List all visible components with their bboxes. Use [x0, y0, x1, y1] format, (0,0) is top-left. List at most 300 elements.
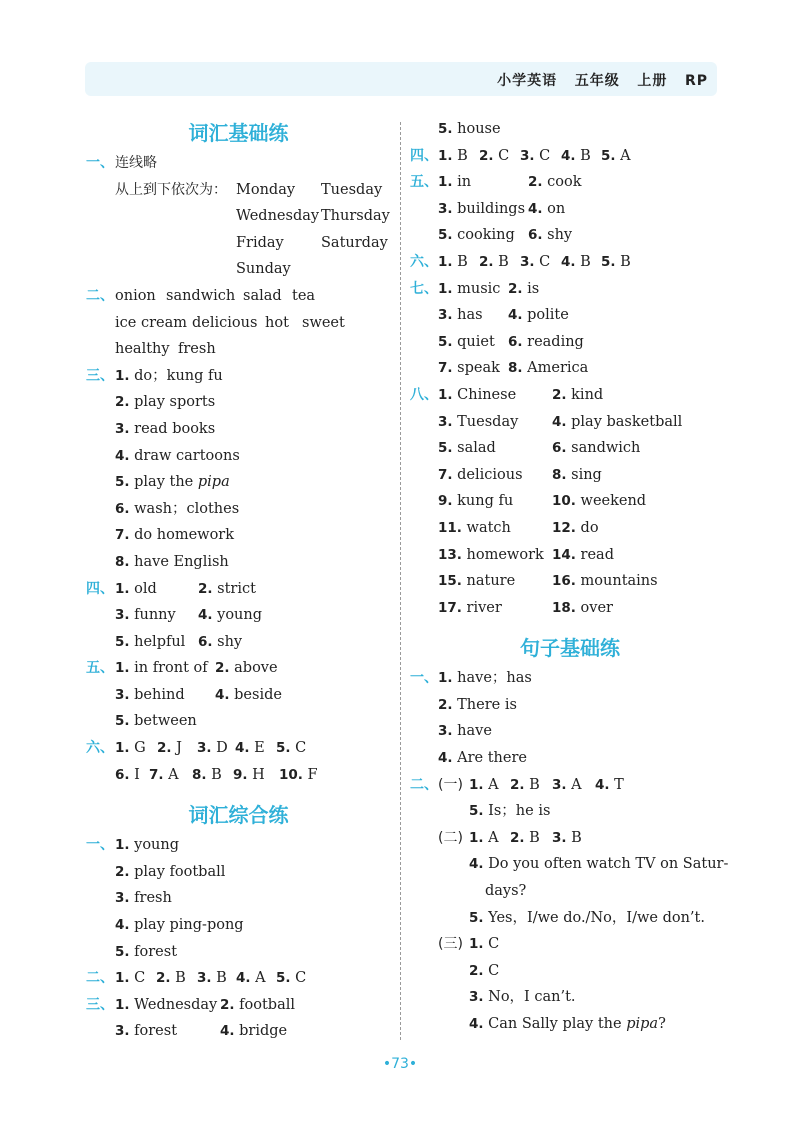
answer-word: beside — [234, 686, 282, 703]
item-number: 3. — [469, 989, 484, 1006]
item-number: 5. — [469, 803, 484, 820]
item-number: 12. — [552, 519, 576, 536]
answer-row — [86, 549, 391, 576]
answer-word: forest — [134, 1023, 178, 1040]
answer-word: Can Sally play the — [488, 1016, 627, 1032]
answer-row — [410, 692, 730, 719]
item-number: 4. — [561, 147, 576, 164]
answer-word: B — [211, 766, 222, 783]
answer-word: on — [547, 200, 566, 217]
answer-word: C — [295, 740, 307, 757]
answer-word: Do you often watch TV on Satur- — [488, 856, 729, 873]
left-column — [86, 116, 391, 1045]
answer-row — [86, 708, 391, 735]
answer-row — [410, 772, 730, 799]
answer-word: cooking — [457, 227, 515, 244]
item-number: 5. — [601, 147, 616, 164]
answer-word: river — [466, 599, 502, 616]
answer-word: B — [580, 253, 591, 270]
answer-word: kind — [571, 386, 604, 403]
answer-row — [410, 409, 730, 436]
answer-word: do — [580, 519, 599, 536]
header-volume: 上册 — [637, 73, 668, 89]
answer-word: in — [457, 174, 472, 191]
item-number: 4. — [236, 970, 251, 987]
answer-row — [410, 718, 730, 745]
answer-row — [86, 496, 391, 523]
answer-word: C — [488, 962, 500, 979]
answer-row — [410, 355, 730, 382]
item-number: 5. — [115, 474, 130, 491]
answer-word: do；kung fu — [134, 367, 223, 384]
item-number: 13. — [438, 546, 462, 563]
answer-row — [410, 665, 730, 692]
answer-word: football — [239, 996, 295, 1013]
item-number: 17. — [438, 599, 462, 616]
item-number: 10. — [552, 493, 576, 510]
answer-row — [410, 542, 730, 569]
item-number: 5. — [276, 740, 291, 757]
answer-word: nature — [466, 573, 516, 590]
part-marker: 一、 — [86, 837, 114, 854]
answer-word: hot — [265, 314, 289, 331]
item-number: 6. — [115, 766, 130, 783]
answer-word: I — [134, 766, 140, 783]
sub-part-marker: (一) — [438, 776, 463, 793]
item-number: 4. — [469, 856, 484, 873]
answer-row — [410, 222, 730, 249]
item-number: 3. — [115, 890, 130, 907]
answer-word-italic: pipa — [197, 474, 230, 491]
item-number: 4. — [552, 413, 567, 430]
part-marker: 四、 — [86, 580, 114, 597]
answer-row — [86, 177, 391, 204]
item-number: 1. — [115, 660, 130, 677]
item-number: 8. — [552, 466, 567, 483]
item-number: 3. — [520, 147, 535, 164]
answer-row — [410, 931, 730, 958]
answer-row — [86, 469, 391, 496]
item-number: 1. — [115, 996, 130, 1013]
answer-row — [410, 745, 730, 772]
part-marker: 五、 — [410, 174, 438, 191]
item-number: 1. — [438, 253, 453, 270]
answer-word: reading — [527, 333, 584, 350]
answer-word: A — [255, 970, 266, 987]
answer-word: have；has — [457, 670, 532, 687]
answer-word: B — [580, 147, 591, 164]
answer-word: funny — [134, 607, 176, 624]
answer-word: B — [216, 970, 227, 987]
answer-word: Sunday — [236, 261, 291, 278]
item-number: 4. — [528, 200, 543, 217]
answer-word: B — [498, 253, 509, 270]
answer-word: draw cartoons — [134, 447, 240, 464]
answer-word: T — [614, 776, 624, 793]
answer-text: 连线略 — [115, 155, 157, 171]
item-number: 3. — [438, 723, 453, 740]
section-title: 句子基础练 — [520, 636, 620, 661]
answer-row — [410, 435, 730, 462]
answer-word: B — [529, 776, 540, 793]
answer-row — [86, 256, 391, 283]
answer-word: have — [457, 723, 492, 740]
answer-word: over — [580, 599, 613, 616]
answer-row — [86, 230, 391, 257]
answer-word: B — [529, 829, 540, 846]
item-number: 5. — [438, 440, 453, 457]
item-number: 3. — [520, 253, 535, 270]
item-number: 1. — [438, 280, 453, 297]
item-number: 5. — [469, 909, 484, 926]
item-number: 16. — [552, 573, 576, 590]
page-number: •73• — [382, 1056, 418, 1072]
answer-word: do homework — [134, 527, 235, 544]
answer-row — [86, 965, 391, 992]
answer-row — [86, 310, 391, 337]
answer-word: Friday — [236, 234, 284, 251]
item-number: 6. — [115, 500, 130, 517]
answer-word: Tuesday — [321, 181, 383, 198]
item-number: 2. — [438, 696, 453, 713]
item-number: 6. — [198, 633, 213, 650]
answer-row — [86, 443, 391, 470]
item-number: 5. — [438, 227, 453, 244]
header-edition: RP — [684, 73, 708, 89]
answer-row — [86, 389, 391, 416]
item-number: 2. — [528, 174, 543, 191]
answer-row — [86, 522, 391, 549]
part-marker: 三、 — [86, 996, 114, 1013]
answer-word: mountains — [580, 573, 658, 590]
item-number: 3. — [197, 970, 212, 987]
sub-part-marker: (三) — [438, 936, 463, 953]
answer-row — [86, 939, 391, 966]
answer-word: tea — [292, 287, 316, 304]
answer-word: has — [457, 307, 483, 324]
answer-word: delicious — [192, 314, 258, 331]
section-title: 词汇基础练 — [188, 121, 289, 145]
answer-word: There is — [457, 696, 517, 713]
answer-word: shy — [217, 633, 243, 650]
item-number: 14. — [552, 546, 576, 563]
answer-word: Wednesday — [236, 208, 320, 225]
item-number: 2. — [510, 776, 525, 793]
answer-row — [410, 958, 730, 985]
answer-word: behind — [134, 686, 185, 703]
item-number: 1. — [438, 670, 453, 687]
answer-word: Are there — [457, 750, 527, 767]
item-number: 2. — [552, 386, 567, 403]
answer-word: in front of — [134, 660, 208, 677]
answer-row — [86, 832, 391, 859]
answer-row — [410, 568, 730, 595]
answer-word: forest — [134, 943, 178, 960]
answer-row — [410, 196, 730, 223]
answer-word: days? — [485, 883, 527, 900]
answer-word: homework — [466, 546, 544, 563]
answer-word: sandwich — [571, 440, 641, 457]
item-number: 2. — [479, 253, 494, 270]
item-number: 1. — [469, 829, 484, 846]
item-number: 8. — [115, 553, 130, 570]
item-number: 7. — [438, 360, 453, 377]
item-number: 2. — [157, 740, 172, 757]
answer-word: A — [488, 829, 499, 846]
item-number: 4. — [438, 750, 453, 767]
answer-word: A — [168, 766, 179, 783]
part-marker: 二、 — [86, 287, 114, 304]
answer-word: ? — [658, 1016, 666, 1032]
item-number: 6. — [552, 440, 567, 457]
answer-word: quiet — [457, 333, 495, 350]
answer-word: B — [571, 829, 582, 846]
answer-word: C — [539, 147, 551, 164]
part-marker: 一、 — [410, 670, 438, 687]
item-number: 4. — [115, 917, 130, 934]
column-divider — [400, 122, 401, 1040]
part-marker: 六、 — [410, 253, 438, 270]
answer-row — [410, 143, 730, 170]
answer-word: C — [134, 970, 146, 987]
answer-row — [86, 1018, 391, 1045]
part-marker: 五、 — [86, 660, 114, 677]
answer-word: Wednesday — [134, 996, 218, 1013]
item-number: 4. — [198, 607, 213, 624]
answer-word: onion — [115, 287, 156, 304]
right-column — [410, 116, 730, 1038]
answer-word: above — [234, 660, 278, 677]
item-number: 1. — [438, 174, 453, 191]
answer-row — [86, 283, 391, 310]
item-number: 7. — [115, 527, 130, 544]
answer-word: G — [134, 740, 146, 757]
answer-row — [410, 878, 730, 905]
answer-word: Monday — [236, 181, 296, 198]
answer-word: weekend — [580, 493, 647, 510]
answer-word: Is；he is — [488, 803, 551, 820]
answer-row — [86, 602, 391, 629]
item-number: 2. — [215, 660, 230, 677]
answer-row — [410, 825, 730, 852]
answer-row — [410, 249, 730, 276]
item-number: 2. — [508, 280, 523, 297]
item-number: 1. — [115, 740, 130, 757]
answer-row — [410, 515, 730, 542]
answer-word: B — [457, 147, 468, 164]
answer-word: healthy — [115, 341, 170, 358]
item-number: 4. — [469, 1016, 484, 1032]
answer-word: Saturday — [321, 234, 388, 251]
item-number: 1. — [469, 936, 484, 953]
header-subject: 小学英语 — [497, 73, 558, 89]
answer-word: young — [134, 837, 180, 854]
item-number: 3. — [438, 413, 453, 430]
answer-word: No，I can’t. — [488, 989, 576, 1006]
answer-word: C — [295, 970, 307, 987]
answer-word: salad — [457, 440, 496, 457]
answer-word: house — [457, 121, 501, 137]
answer-row — [410, 302, 730, 329]
answer-word: C — [498, 147, 510, 164]
answer-row — [410, 984, 730, 1011]
item-number: 1. — [115, 367, 130, 384]
answer-row — [86, 735, 391, 762]
answer-row — [86, 416, 391, 443]
answer-word: A — [571, 776, 582, 793]
answer-row — [410, 595, 730, 622]
answer-row — [86, 912, 391, 939]
item-number: 9. — [233, 766, 248, 783]
answer-word: C — [488, 936, 500, 953]
answer-row — [410, 116, 730, 143]
answer-row — [410, 905, 730, 932]
item-number: 5. — [115, 713, 130, 730]
answer-word: Thursday — [321, 208, 390, 225]
answer-row — [86, 203, 391, 230]
answer-word: B — [457, 253, 468, 270]
item-number: 7. — [149, 766, 164, 783]
header-grade: 五年级 — [574, 73, 620, 89]
answer-word: B — [175, 970, 186, 987]
item-number: 1. — [115, 580, 130, 597]
answer-word: A — [620, 147, 631, 164]
part-marker: 二、 — [410, 776, 438, 793]
answer-word: J — [176, 740, 182, 757]
answer-word: watch — [466, 519, 511, 536]
answer-word: strict — [217, 580, 256, 597]
answer-word: play basketball — [571, 413, 683, 430]
item-number: 1. — [438, 386, 453, 403]
part-marker: 三、 — [86, 367, 114, 384]
answer-row — [86, 363, 391, 390]
answer-word: is — [527, 280, 540, 297]
answer-word: music — [457, 280, 501, 297]
part-marker: 七、 — [410, 280, 438, 297]
answer-word: fresh — [134, 890, 172, 907]
item-number: 1. — [438, 147, 453, 164]
item-number: 3. — [115, 420, 130, 437]
answer-word: helpful — [134, 633, 186, 650]
answer-word: salad — [243, 287, 282, 304]
answer-word: polite — [527, 307, 569, 324]
item-number: 11. — [438, 519, 462, 536]
item-number: 3. — [115, 686, 130, 703]
item-number: 5. — [438, 333, 453, 350]
answer-word: C — [539, 253, 551, 270]
answer-row — [86, 992, 391, 1019]
item-number: 4. — [235, 740, 250, 757]
answer-word: buildings — [457, 200, 526, 217]
item-number: 3. — [115, 1023, 130, 1040]
answer-row — [86, 576, 391, 603]
item-number: 4. — [595, 776, 610, 793]
item-number: 5. — [438, 121, 453, 137]
answer-word: ice cream — [115, 314, 187, 331]
answer-word: Tuesday — [457, 413, 519, 430]
item-number: 5. — [115, 633, 130, 650]
answer-word: old — [134, 580, 157, 597]
item-number: 18. — [552, 599, 576, 616]
part-marker: 四、 — [410, 147, 438, 164]
answer-row — [86, 150, 391, 177]
answer-word: sing — [571, 466, 602, 483]
answer-word: play football — [134, 863, 226, 880]
answer-word: have English — [134, 553, 229, 570]
answer-row — [410, 382, 730, 409]
item-number: 1. — [115, 837, 130, 854]
item-number: 2. — [156, 970, 171, 987]
sub-part-marker: (二) — [438, 829, 463, 846]
answer-word: shy — [547, 227, 573, 244]
item-number: 5. — [276, 970, 291, 987]
item-number: 2. — [220, 996, 235, 1013]
item-number: 8. — [508, 360, 523, 377]
answer-row — [86, 336, 391, 363]
item-number: 5. — [601, 253, 616, 270]
item-number: 2. — [115, 863, 130, 880]
item-number: 3. — [115, 607, 130, 624]
answer-row — [410, 462, 730, 489]
item-number: 2. — [510, 829, 525, 846]
answer-row — [86, 762, 391, 789]
item-number: 15. — [438, 573, 462, 590]
item-number: 4. — [508, 307, 523, 324]
answer-row — [410, 488, 730, 515]
answer-word-italic: pipa — [626, 1016, 659, 1032]
answer-word: between — [134, 713, 197, 730]
item-number: 7. — [438, 466, 453, 483]
answer-word: delicious — [457, 466, 523, 483]
item-number: 1. — [115, 970, 130, 987]
item-number: 3. — [438, 200, 453, 217]
answer-word: sweet — [302, 314, 345, 331]
answer-word: play the — [134, 474, 198, 491]
answer-word: play sports — [134, 394, 216, 411]
item-number: 9. — [438, 493, 453, 510]
item-number: 2. — [198, 580, 213, 597]
item-number: 3. — [197, 740, 212, 757]
answer-word: sandwich — [166, 287, 236, 304]
answer-word: wash；clothes — [134, 500, 240, 517]
answer-row — [410, 276, 730, 303]
answer-row — [410, 1011, 730, 1038]
answer-row — [410, 169, 730, 196]
answer-word: fresh — [178, 341, 216, 358]
answer-row — [86, 859, 391, 886]
item-number: 5. — [115, 943, 130, 960]
answer-word: Chinese — [457, 386, 517, 403]
part-marker: 六、 — [86, 740, 114, 757]
item-number: 4. — [215, 686, 230, 703]
answer-word: young — [217, 607, 263, 624]
answer-row — [410, 798, 730, 825]
answer-word: America — [527, 360, 589, 377]
part-marker: 八、 — [410, 386, 438, 403]
answer-word: Yes，I/we do./No，I/we don’t. — [488, 909, 705, 926]
item-number: 4. — [220, 1023, 235, 1040]
answer-text: 从上到下依次为： — [115, 181, 227, 198]
header-text — [497, 70, 708, 90]
answer-row — [410, 851, 730, 878]
section-title: 词汇综合练 — [188, 803, 289, 828]
answer-word: F — [307, 766, 318, 783]
item-number: 3. — [552, 829, 567, 846]
answer-word: read books — [134, 420, 216, 437]
answer-word: A — [488, 776, 499, 793]
item-number: 2. — [469, 962, 484, 979]
answer-word: H — [252, 766, 265, 783]
